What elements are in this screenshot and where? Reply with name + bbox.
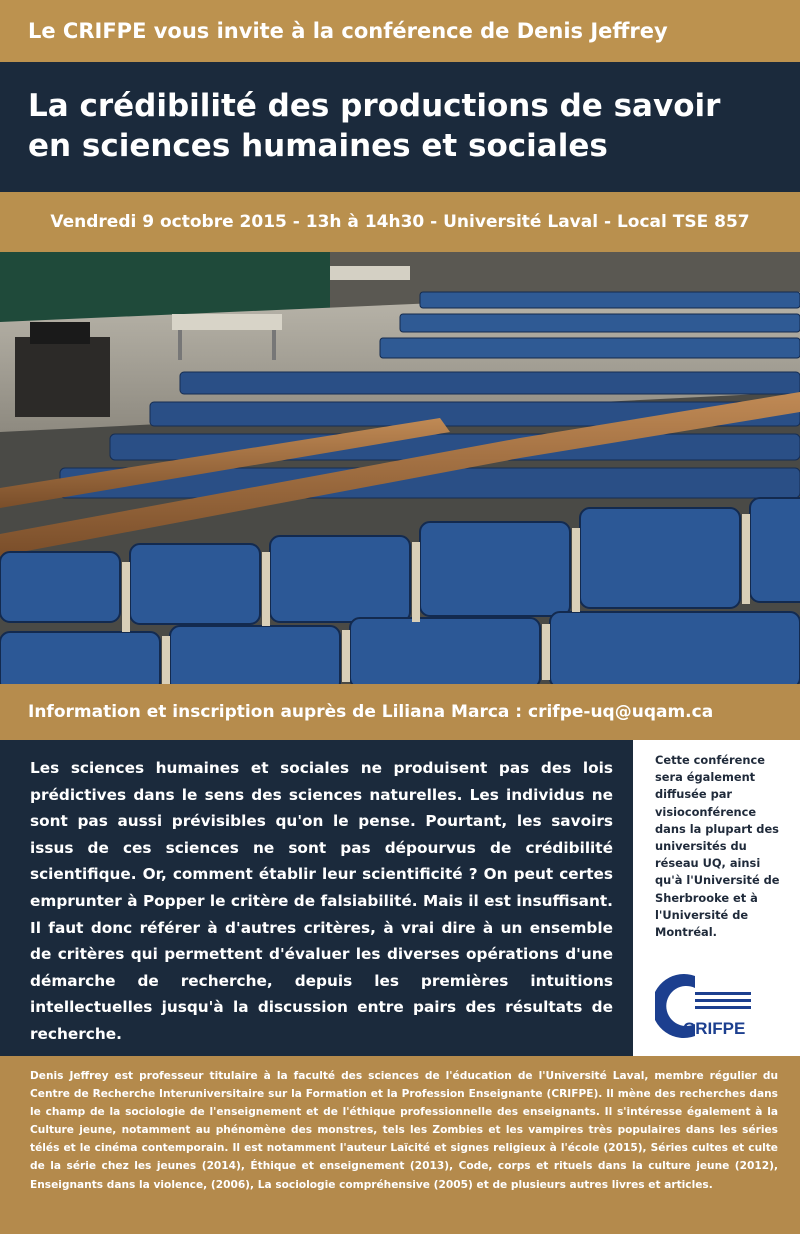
registration-text: Information et inscription auprès de Liliana Marca : crifpe-uq@uqam.ca xyxy=(28,702,714,722)
invitation-banner xyxy=(0,0,800,62)
registration-banner xyxy=(0,684,800,740)
event-details: Vendredi 9 octobre 2015 - 13h à 14h30 - Université Laval - Local TSE 857 xyxy=(50,212,750,232)
invitation-text: Le CRIFPE vous invite à la conférence de Denis Jeffrey xyxy=(28,19,668,43)
abstract-text: Les sciences humaines et sociales ne produisent pas des lois prédictives dans le sens des sciences naturelles. Les individus ne sont pas aussi prévisibles qu'on le pense. Pourtant, les savoirs issus de ces sciences ne sont pas dépourvus de crédibilité scientifique. Or, comment établir leur scientificité ? On peut certes emprunter à Popper le critère de falsiabilité. Mais il est insuffisant. Il faut donc référer à d'autres critères, à vrai dire à un ensemble de critères qui permettent d'évaluer les diverses opérations d'une démarche de recherche, depuis les premières intuitions intellectuelles jusqu'à la discussion entre pairs des résultats de recherche. xyxy=(30,759,613,1043)
crifpe-logo-text: CRIFPE xyxy=(683,1019,746,1038)
title-line-2: en sciences humaines et sociales xyxy=(28,128,608,164)
broadcast-note-panel xyxy=(633,740,800,1056)
conference-title xyxy=(0,62,800,192)
abstract-panel xyxy=(0,740,633,1056)
speaker-bio xyxy=(0,1056,800,1234)
speaker-bio-text: Denis Jeffrey est professeur titulaire à la faculté des sciences de l'éducation de l'Université Laval, membre régulier du Centre de Recherche Interuniversitaire sur la Formation et la Profession Enseignante (CRIFPE). Il mène des recherches dans le champ de la sociologie de l'enseignement et de l'éthique professionnelle des enseignants. Il s'intéresse également à la Culture jeune, notamment au phénomène des monstres, tels les Zombies et les vampires très populaires dans les séries télés et le cinéma contemporain. Il est notamment l'auteur Laïcité et signes religieux à l'école (2015), Séries cultes et culte de la série chez les jeunes (2014), Éthique et enseignement (2013), Code, corps et rituels dans la culture jeune (2012), Enseignants dans la violence, (2006), La sociologie compréhensive (2005) et de plusieurs autres livres et articles. xyxy=(30,1070,778,1191)
lecture-hall-photo xyxy=(0,252,800,684)
title-line-1: La crédibilité des productions de savoir xyxy=(28,88,721,124)
broadcast-note: Cette conférence sera également diffusée par visioconférence dans la plupart des universités du réseau UQ, ainsi qu'à l'Université de Sherbrooke et à l'Université de Montréal. xyxy=(655,753,780,940)
crifpe-logo xyxy=(655,974,755,1042)
event-details-banner xyxy=(0,192,800,252)
